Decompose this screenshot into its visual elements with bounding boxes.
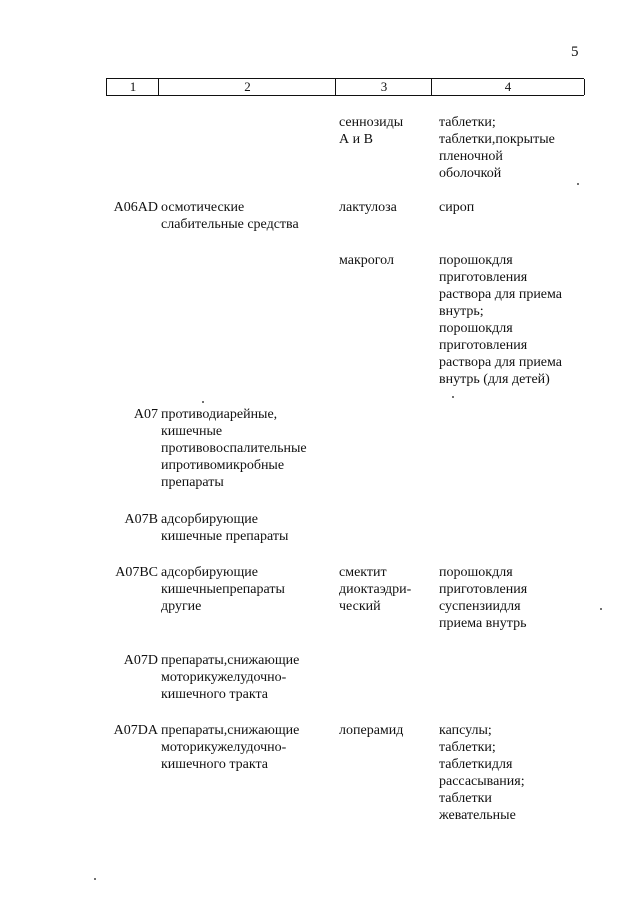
dosage-form-line: жевательные [439,808,516,823]
dosage-form-line: порошокдля [439,565,513,580]
dosage-form-line: оболочкой [439,166,502,181]
dosage-form-line: суспензиидля [439,599,521,614]
column-header-2: 2 [158,79,336,95]
dosage-form-line: таблетки; [439,115,496,130]
group-name-line: противодиарейные, [161,407,278,422]
group-name-line: кишечного тракта [161,757,268,772]
group-name-line: препараты,снижающие [161,653,300,668]
group-name [161,406,328,491]
page-number: 5 [571,44,579,60]
dosage-form-line: приготовления [439,338,528,353]
scan-speck [452,396,454,398]
table-header [106,78,584,96]
dosage-form-line: таблетки; [439,740,496,755]
dosage-form-line: таблеткидля [439,757,513,772]
group-name-line: противовоспалительные [161,441,307,456]
group-name [161,722,328,773]
dosage-form-line: приема внутрь [439,616,527,631]
atc-code: A06AD [113,200,158,215]
dosage-form [439,114,581,182]
group-name-line: другие [161,599,202,614]
dosage-form-line: приготовления [439,582,528,597]
atc-code: A07B [124,512,158,527]
atc-code: A07 [133,407,158,422]
group-name-line: препараты [161,475,224,490]
group-name-line: слабительные средства [161,217,299,232]
dosage-form-line: раствора для приема [439,287,562,302]
dosage-form-line: таблетки,покрытые [439,132,555,147]
scan-speck [94,878,96,880]
scan-speck [577,183,579,185]
drug-name: лоперамид [339,723,404,738]
dosage-form-line: капсулы; [439,723,492,738]
scan-speck [600,608,602,610]
group-name-line: кишечные препараты [161,529,289,544]
drug-name: лактулоза [339,200,397,215]
column-header-4: 4 [431,79,585,95]
group-name-line: препараты,снижающие [161,723,300,738]
dosage-form-line: внутрь (для детей) [439,372,550,387]
atc-code: A07BC [115,565,158,580]
atc-code: A07D [123,653,158,668]
group-name-line: кишечные [161,424,223,439]
atc-code: A07DA [113,723,158,738]
dosage-form-line: таблетки [439,791,492,806]
dosage-form-line: сироп [439,200,475,215]
group-name-line: адсорбирующие [161,512,258,527]
column-header-3: 3 [335,79,432,95]
dosage-form-line: порошокдля [439,321,513,336]
group-name [161,652,328,703]
group-name-line: моторикужелудочно- [161,740,287,755]
dosage-form-line: пленочной [439,149,503,164]
group-name-line: кишечного тракта [161,687,268,702]
group-name-line: осмотические [161,200,245,215]
group-name-line: моторикужелудочно- [161,670,287,685]
drug-name: смектит диоктаэдри- ческий [339,565,412,614]
dosage-form-line: рассасывания; [439,774,525,789]
dosage-form-line: внутрь; [439,304,484,319]
drug-name: макрогол [339,253,394,268]
dosage-form [439,252,581,388]
dosage-form [439,722,581,824]
group-name-line: адсорбирующие [161,565,258,580]
dosage-form-line: раствора для приема [439,355,562,370]
group-name [161,199,328,233]
group-name [161,511,328,545]
group-name-line: ипротивомикробные [161,458,285,473]
dosage-form-line: приготовления [439,270,528,285]
dosage-form [439,199,581,216]
group-name-line: кишечныепрепараты [161,582,285,597]
scan-speck [202,401,204,403]
dosage-form [439,564,581,632]
group-name [161,564,328,615]
column-header-1: 1 [106,79,159,95]
drug-name: сеннозиды А и В [339,115,404,147]
dosage-form-line: порошокдля [439,253,513,268]
